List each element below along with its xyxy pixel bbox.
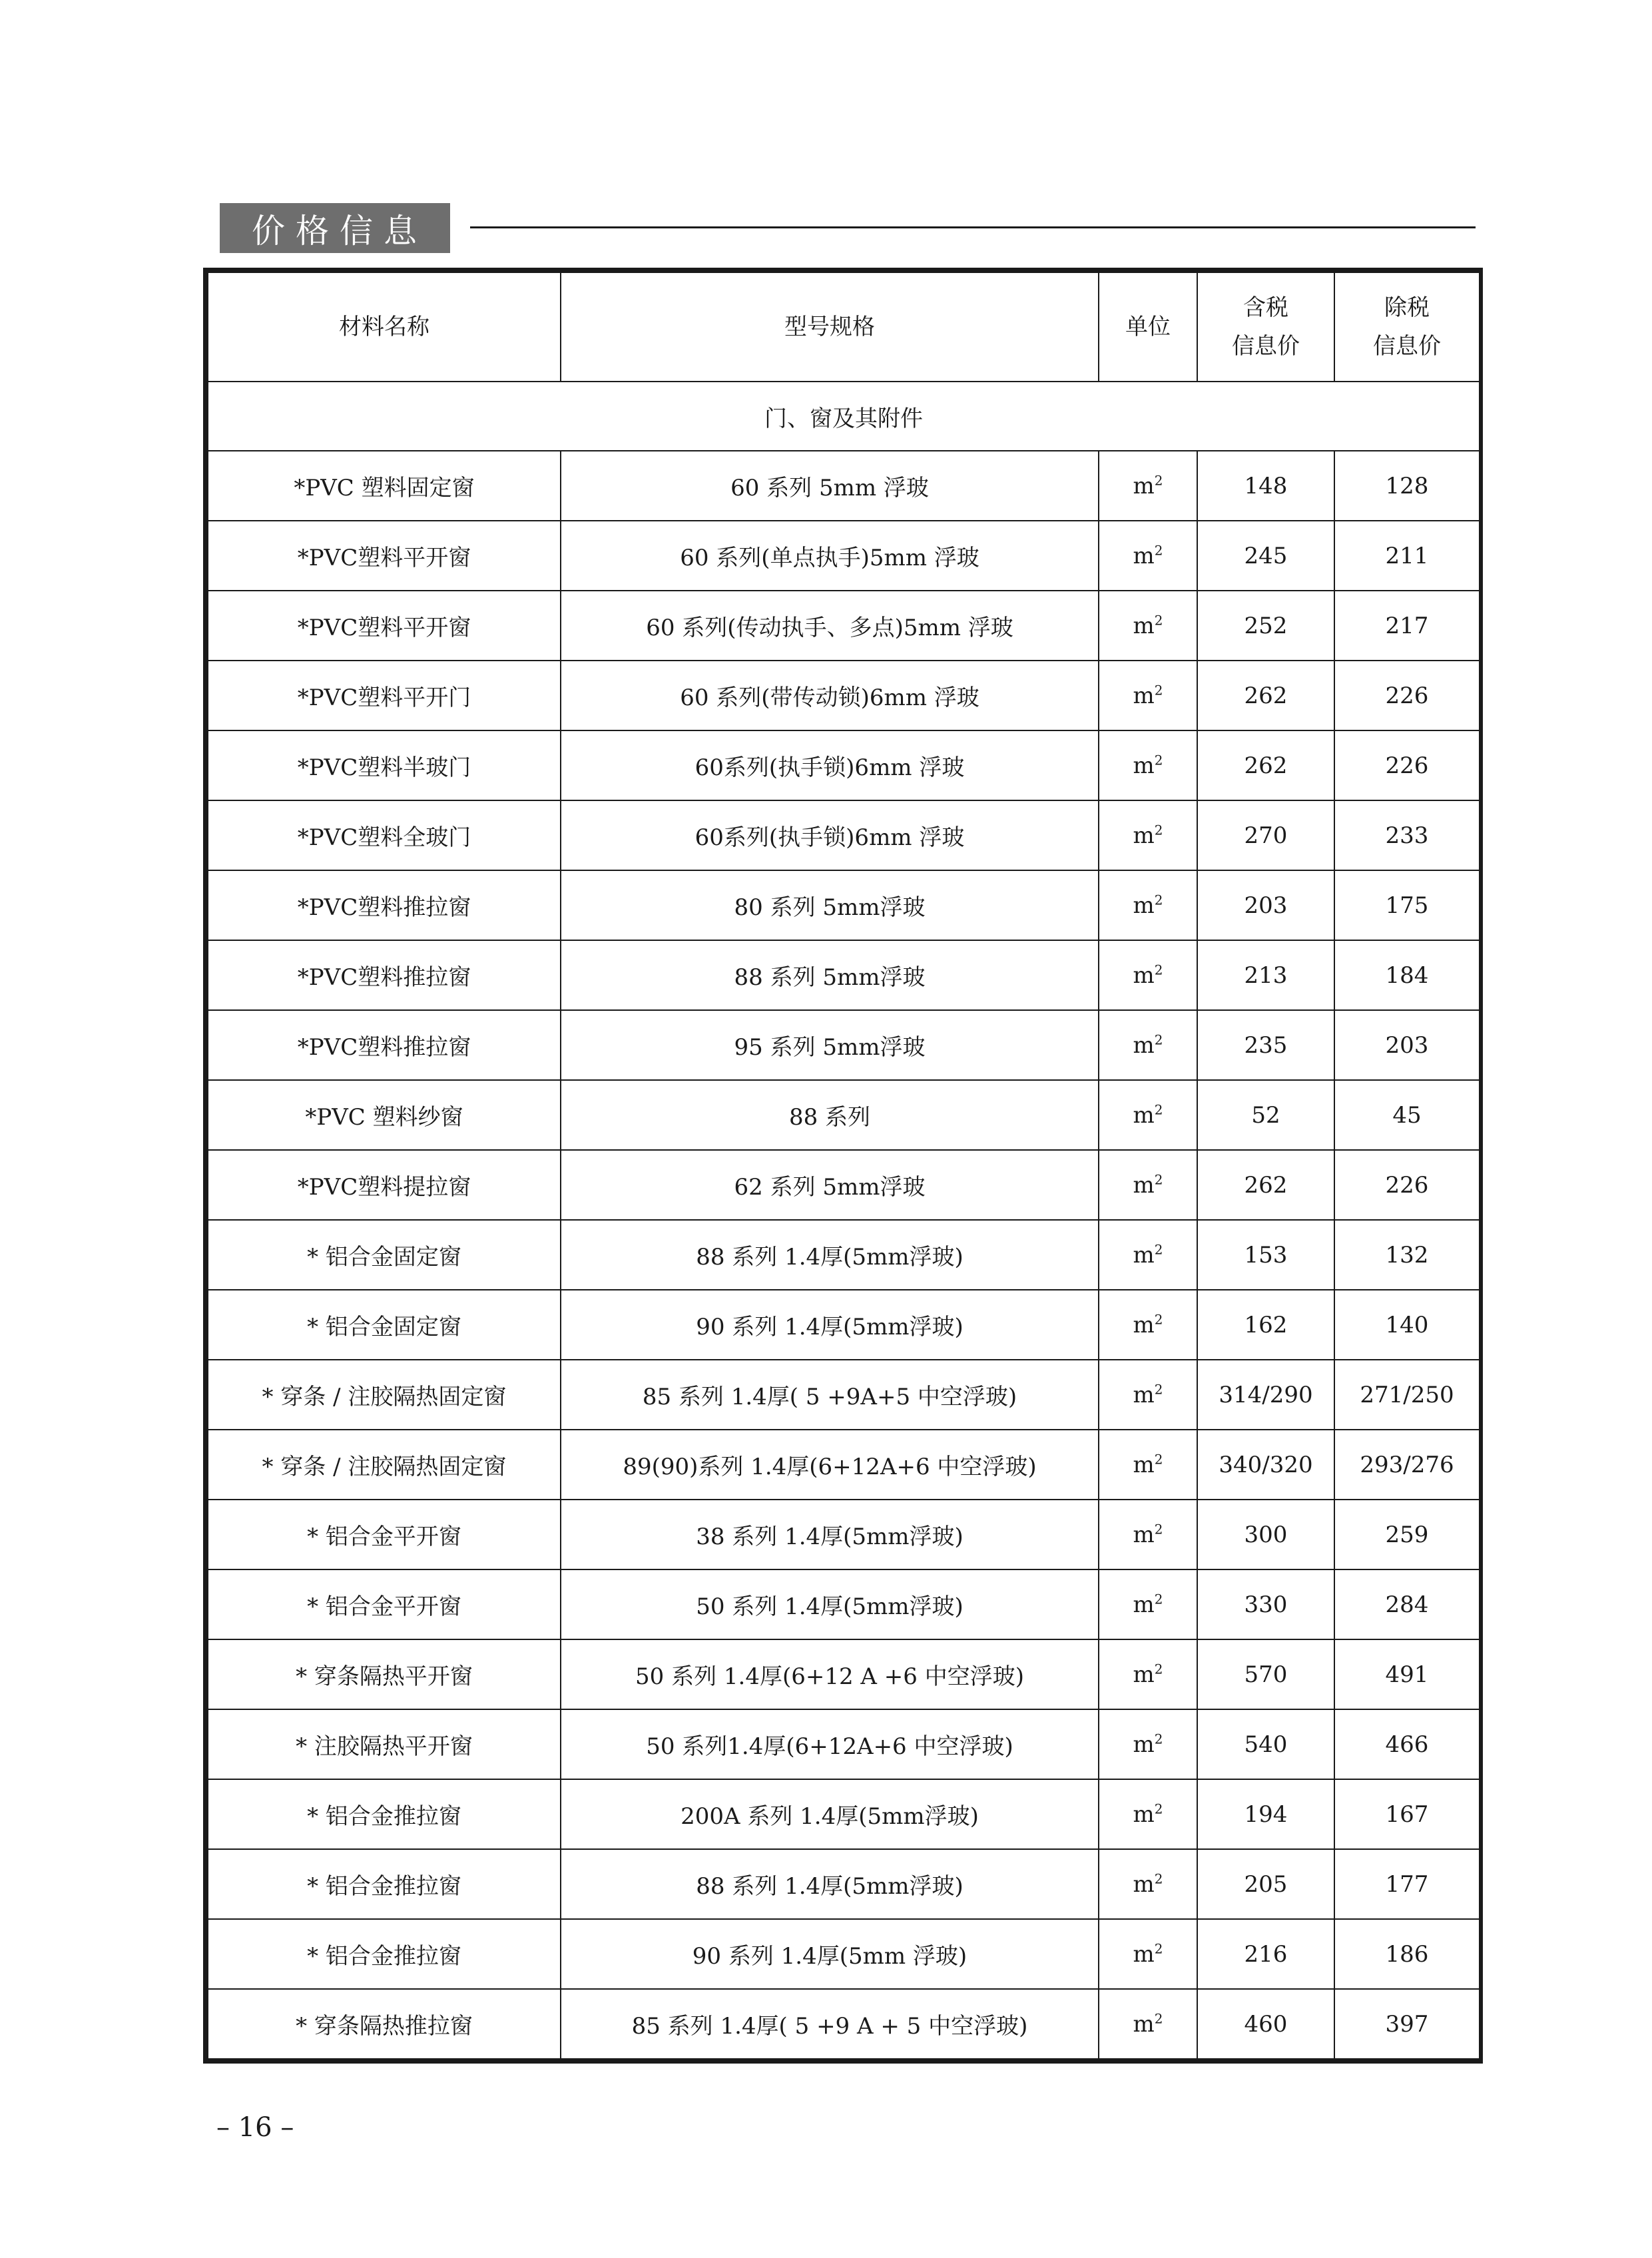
notax-price-cell: 271/250 <box>1334 1360 1480 1430</box>
table-row <box>208 1500 1480 1569</box>
unit-cell <box>1099 1430 1197 1500</box>
unit-base: m <box>1133 682 1155 709</box>
table-row <box>208 521 1480 591</box>
tax-price-cell: 153 <box>1197 1220 1334 1290</box>
material-name-cell: *PVC塑料推拉窗 <box>208 870 561 940</box>
notax-price-cell: 233 <box>1334 800 1480 870</box>
unit-base: m <box>1133 1591 1155 1618</box>
unit-cell <box>1099 1639 1197 1709</box>
unit-base: m <box>1133 822 1155 849</box>
table-row <box>208 1569 1480 1639</box>
spec-cell: 90 系列 1.4厚(5mm浮玻) <box>561 1290 1099 1360</box>
unit-base: m <box>1133 1521 1155 1548</box>
table-row <box>208 1989 1480 2059</box>
spec-cell: 50 系列 1.4厚(6+12 A +6 中空浮玻) <box>561 1639 1099 1709</box>
material-name-cell: *PVC塑料推拉窗 <box>208 1010 561 1080</box>
unit-exponent: 2 <box>1154 542 1163 559</box>
table-row <box>208 1919 1480 1989</box>
unit-base: m <box>1133 1381 1155 1408</box>
notax-price-cell: 140 <box>1334 1290 1480 1360</box>
tax-price-cell: 148 <box>1197 451 1334 521</box>
spec-cell: 88 系列 1.4厚(5mm浮玻) <box>561 1849 1099 1919</box>
spec-cell: 88 系列 1.4厚(5mm浮玻) <box>561 1220 1099 1290</box>
tax-price-cell: 300 <box>1197 1500 1334 1569</box>
unit-exponent: 2 <box>1154 1171 1163 1188</box>
notax-price-cell: 45 <box>1334 1080 1480 1150</box>
section-label: 门、窗及其附件 <box>208 382 1480 451</box>
col-header-tax-price-label: 含税 信息价 <box>1232 294 1300 360</box>
notax-price-cell: 226 <box>1334 1150 1480 1220</box>
col-header-notax-price <box>1334 272 1480 382</box>
notax-price-cell: 491 <box>1334 1639 1480 1709</box>
unit-base: m <box>1133 752 1155 779</box>
col-header-notax-price-label: 除税 信息价 <box>1373 294 1441 360</box>
unit-base: m <box>1133 1731 1155 1758</box>
unit-exponent: 2 <box>1154 1661 1163 1677</box>
spec-cell: 60 系列 5mm 浮玻 <box>561 451 1099 521</box>
table-row <box>208 1290 1480 1360</box>
notax-price-cell: 128 <box>1334 451 1480 521</box>
notax-price-cell: 167 <box>1334 1779 1480 1849</box>
tax-price-cell: 203 <box>1197 870 1334 940</box>
tax-price-cell: 216 <box>1197 1919 1334 1989</box>
col-header-name: 材料名称 <box>208 272 561 382</box>
unit-exponent: 2 <box>1154 2010 1163 2027</box>
table-row <box>208 1080 1480 1150</box>
material-name-cell: *PVC塑料平开窗 <box>208 521 561 591</box>
material-name-cell: *PVC 塑料固定窗 <box>208 451 561 521</box>
tax-price-cell: 262 <box>1197 1150 1334 1220</box>
table-row <box>208 870 1480 940</box>
unit-exponent: 2 <box>1154 1940 1163 1957</box>
notax-price-cell: 226 <box>1334 730 1480 800</box>
spec-cell: 88 系列 <box>561 1080 1099 1150</box>
notax-price-cell: 259 <box>1334 1500 1480 1569</box>
material-name-cell: *PVC 塑料纱窗 <box>208 1080 561 1150</box>
section-title: 价格信息 <box>220 203 450 253</box>
material-name-cell: * 穿条隔热平开窗 <box>208 1639 561 1709</box>
spec-cell: 50 系列 1.4厚(5mm浮玻) <box>561 1569 1099 1639</box>
unit-cell <box>1099 1290 1197 1360</box>
unit-base: m <box>1133 612 1155 639</box>
notax-price-cell: 177 <box>1334 1849 1480 1919</box>
tax-price-cell: 52 <box>1197 1080 1334 1150</box>
table-row <box>208 800 1480 870</box>
notax-price-cell: 186 <box>1334 1919 1480 1989</box>
unit-exponent: 2 <box>1154 1801 1163 1817</box>
tax-price-cell: 162 <box>1197 1290 1334 1360</box>
header-rule <box>470 226 1476 228</box>
tax-price-cell: 213 <box>1197 940 1334 1010</box>
material-name-cell: * 铝合金推拉窗 <box>208 1779 561 1849</box>
col-header-tax-price <box>1197 272 1334 382</box>
unit-cell <box>1099 940 1197 1010</box>
unit-cell <box>1099 451 1197 521</box>
table-row <box>208 1010 1480 1080</box>
notax-price-cell: 397 <box>1334 1989 1480 2059</box>
material-name-cell: *PVC塑料平开门 <box>208 661 561 730</box>
unit-base: m <box>1133 1801 1155 1828</box>
tax-price-cell: 330 <box>1197 1569 1334 1639</box>
unit-exponent: 2 <box>1154 472 1163 489</box>
section-row <box>208 382 1480 451</box>
spec-cell: 38 系列 1.4厚(5mm浮玻) <box>561 1500 1099 1569</box>
unit-exponent: 2 <box>1154 1241 1163 1258</box>
unit-cell <box>1099 1080 1197 1150</box>
unit-base: m <box>1133 892 1155 919</box>
unit-cell <box>1099 1989 1197 2059</box>
unit-exponent: 2 <box>1154 1591 1163 1607</box>
spec-cell: 85 系列 1.4厚( 5 +9 A + 5 中空浮玻) <box>561 1989 1099 2059</box>
material-name-cell: *PVC塑料提拉窗 <box>208 1150 561 1220</box>
unit-exponent: 2 <box>1154 1381 1163 1398</box>
unit-cell <box>1099 661 1197 730</box>
table-row <box>208 661 1480 730</box>
unit-cell <box>1099 1500 1197 1569</box>
material-name-cell: * 穿条 / 注胶隔热固定窗 <box>208 1430 561 1500</box>
table-row <box>208 1430 1480 1500</box>
spec-cell: 60系列(执手锁)6mm 浮玻 <box>561 730 1099 800</box>
unit-cell <box>1099 1849 1197 1919</box>
unit-exponent: 2 <box>1154 1521 1163 1538</box>
unit-cell <box>1099 1919 1197 1989</box>
spec-cell: 62 系列 5mm浮玻 <box>561 1150 1099 1220</box>
spec-cell: 80 系列 5mm浮玻 <box>561 870 1099 940</box>
unit-cell <box>1099 1360 1197 1430</box>
unit-base: m <box>1133 1101 1155 1129</box>
col-header-spec: 型号规格 <box>561 272 1099 382</box>
tax-price-cell: 205 <box>1197 1849 1334 1919</box>
material-name-cell: *PVC塑料半玻门 <box>208 730 561 800</box>
material-name-cell: * 铝合金平开窗 <box>208 1500 561 1569</box>
table-row <box>208 940 1480 1010</box>
unit-base: m <box>1133 1241 1155 1269</box>
material-name-cell: * 铝合金固定窗 <box>208 1220 561 1290</box>
table-row <box>208 1360 1480 1430</box>
col-header-unit: 单位 <box>1099 272 1197 382</box>
unit-exponent: 2 <box>1154 752 1163 768</box>
notax-price-cell: 284 <box>1334 1569 1480 1639</box>
tax-price-cell: 570 <box>1197 1639 1334 1709</box>
unit-base: m <box>1133 1940 1155 1968</box>
spec-cell: 60 系列(单点执手)5mm 浮玻 <box>561 521 1099 591</box>
unit-cell <box>1099 1709 1197 1779</box>
spec-cell: 90 系列 1.4厚(5mm 浮玻) <box>561 1919 1099 1989</box>
notax-price-cell: 226 <box>1334 661 1480 730</box>
unit-cell <box>1099 730 1197 800</box>
table-row <box>208 591 1480 661</box>
spec-cell: 88 系列 5mm浮玻 <box>561 940 1099 1010</box>
material-name-cell: *PVC塑料全玻门 <box>208 800 561 870</box>
tax-price-cell: 340/320 <box>1197 1430 1334 1500</box>
page-number: – 16 – <box>216 2112 294 2143</box>
spec-cell: 200A 系列 1.4厚(5mm浮玻) <box>561 1779 1099 1849</box>
table-row <box>208 730 1480 800</box>
table-row <box>208 451 1480 521</box>
material-name-cell: * 铝合金平开窗 <box>208 1569 561 1639</box>
price-table <box>207 272 1480 2060</box>
unit-exponent: 2 <box>1154 962 1163 978</box>
unit-cell <box>1099 521 1197 591</box>
material-name-cell: * 铝合金推拉窗 <box>208 1849 561 1919</box>
unit-exponent: 2 <box>1154 1031 1163 1048</box>
notax-price-cell: 132 <box>1334 1220 1480 1290</box>
unit-exponent: 2 <box>1154 612 1163 629</box>
unit-exponent: 2 <box>1154 1311 1163 1328</box>
unit-exponent: 2 <box>1154 1731 1163 1747</box>
tax-price-cell: 460 <box>1197 1989 1334 2059</box>
unit-exponent: 2 <box>1154 1870 1163 1887</box>
unit-base: m <box>1133 1870 1155 1898</box>
unit-exponent: 2 <box>1154 822 1163 838</box>
spec-cell: 60 系列(带传动锁)6mm 浮玻 <box>561 661 1099 730</box>
unit-cell <box>1099 591 1197 661</box>
tax-price-cell: 262 <box>1197 661 1334 730</box>
unit-cell <box>1099 1150 1197 1220</box>
spec-cell: 95 系列 5mm浮玻 <box>561 1010 1099 1080</box>
material-name-cell: *PVC塑料平开窗 <box>208 591 561 661</box>
unit-cell <box>1099 1220 1197 1290</box>
material-name-cell: * 铝合金推拉窗 <box>208 1919 561 1989</box>
unit-base: m <box>1133 2010 1155 2038</box>
unit-base: m <box>1133 1171 1155 1199</box>
unit-cell <box>1099 1569 1197 1639</box>
notax-price-cell: 293/276 <box>1334 1430 1480 1500</box>
notax-price-cell: 211 <box>1334 521 1480 591</box>
spec-cell: 85 系列 1.4厚( 5 +9A+5 中空浮玻) <box>561 1360 1099 1430</box>
table-row <box>208 1709 1480 1779</box>
tax-price-cell: 235 <box>1197 1010 1334 1080</box>
unit-cell <box>1099 800 1197 870</box>
unit-base: m <box>1133 542 1155 569</box>
table-header-row <box>208 272 1480 382</box>
unit-base: m <box>1133 1451 1155 1478</box>
unit-exponent: 2 <box>1154 1101 1163 1118</box>
unit-cell <box>1099 870 1197 940</box>
material-name-cell: * 铝合金固定窗 <box>208 1290 561 1360</box>
tax-price-cell: 252 <box>1197 591 1334 661</box>
unit-cell <box>1099 1010 1197 1080</box>
table-row <box>208 1150 1480 1220</box>
tax-price-cell: 270 <box>1197 800 1334 870</box>
spec-cell: 60 系列(传动执手、多点)5mm 浮玻 <box>561 591 1099 661</box>
unit-base: m <box>1133 962 1155 989</box>
spec-cell: 89(90)系列 1.4厚(6+12A+6 中空浮玻) <box>561 1430 1099 1500</box>
tax-price-cell: 314/290 <box>1197 1360 1334 1430</box>
tax-price-cell: 194 <box>1197 1779 1334 1849</box>
unit-cell <box>1099 1779 1197 1849</box>
price-table-container <box>203 268 1483 2064</box>
unit-exponent: 2 <box>1154 1451 1163 1468</box>
table-row <box>208 1779 1480 1849</box>
unit-base: m <box>1133 1311 1155 1338</box>
material-name-cell: * 穿条 / 注胶隔热固定窗 <box>208 1360 561 1430</box>
tax-price-cell: 245 <box>1197 521 1334 591</box>
notax-price-cell: 466 <box>1334 1709 1480 1779</box>
spec-cell: 60系列(执手锁)6mm 浮玻 <box>561 800 1099 870</box>
unit-exponent: 2 <box>1154 682 1163 699</box>
tax-price-cell: 262 <box>1197 730 1334 800</box>
notax-price-cell: 184 <box>1334 940 1480 1010</box>
unit-base: m <box>1133 1031 1155 1059</box>
notax-price-cell: 175 <box>1334 870 1480 940</box>
material-name-cell: * 穿条隔热推拉窗 <box>208 1989 561 2059</box>
spec-cell: 50 系列1.4厚(6+12A+6 中空浮玻) <box>561 1709 1099 1779</box>
table-row <box>208 1639 1480 1709</box>
unit-base: m <box>1133 472 1155 499</box>
material-name-cell: *PVC塑料推拉窗 <box>208 940 561 1010</box>
table-row <box>208 1849 1480 1919</box>
notax-price-cell: 217 <box>1334 591 1480 661</box>
unit-exponent: 2 <box>1154 892 1163 908</box>
material-name-cell: * 注胶隔热平开窗 <box>208 1709 561 1779</box>
table-row <box>208 1220 1480 1290</box>
unit-base: m <box>1133 1661 1155 1688</box>
tax-price-cell: 540 <box>1197 1709 1334 1779</box>
notax-price-cell: 203 <box>1334 1010 1480 1080</box>
